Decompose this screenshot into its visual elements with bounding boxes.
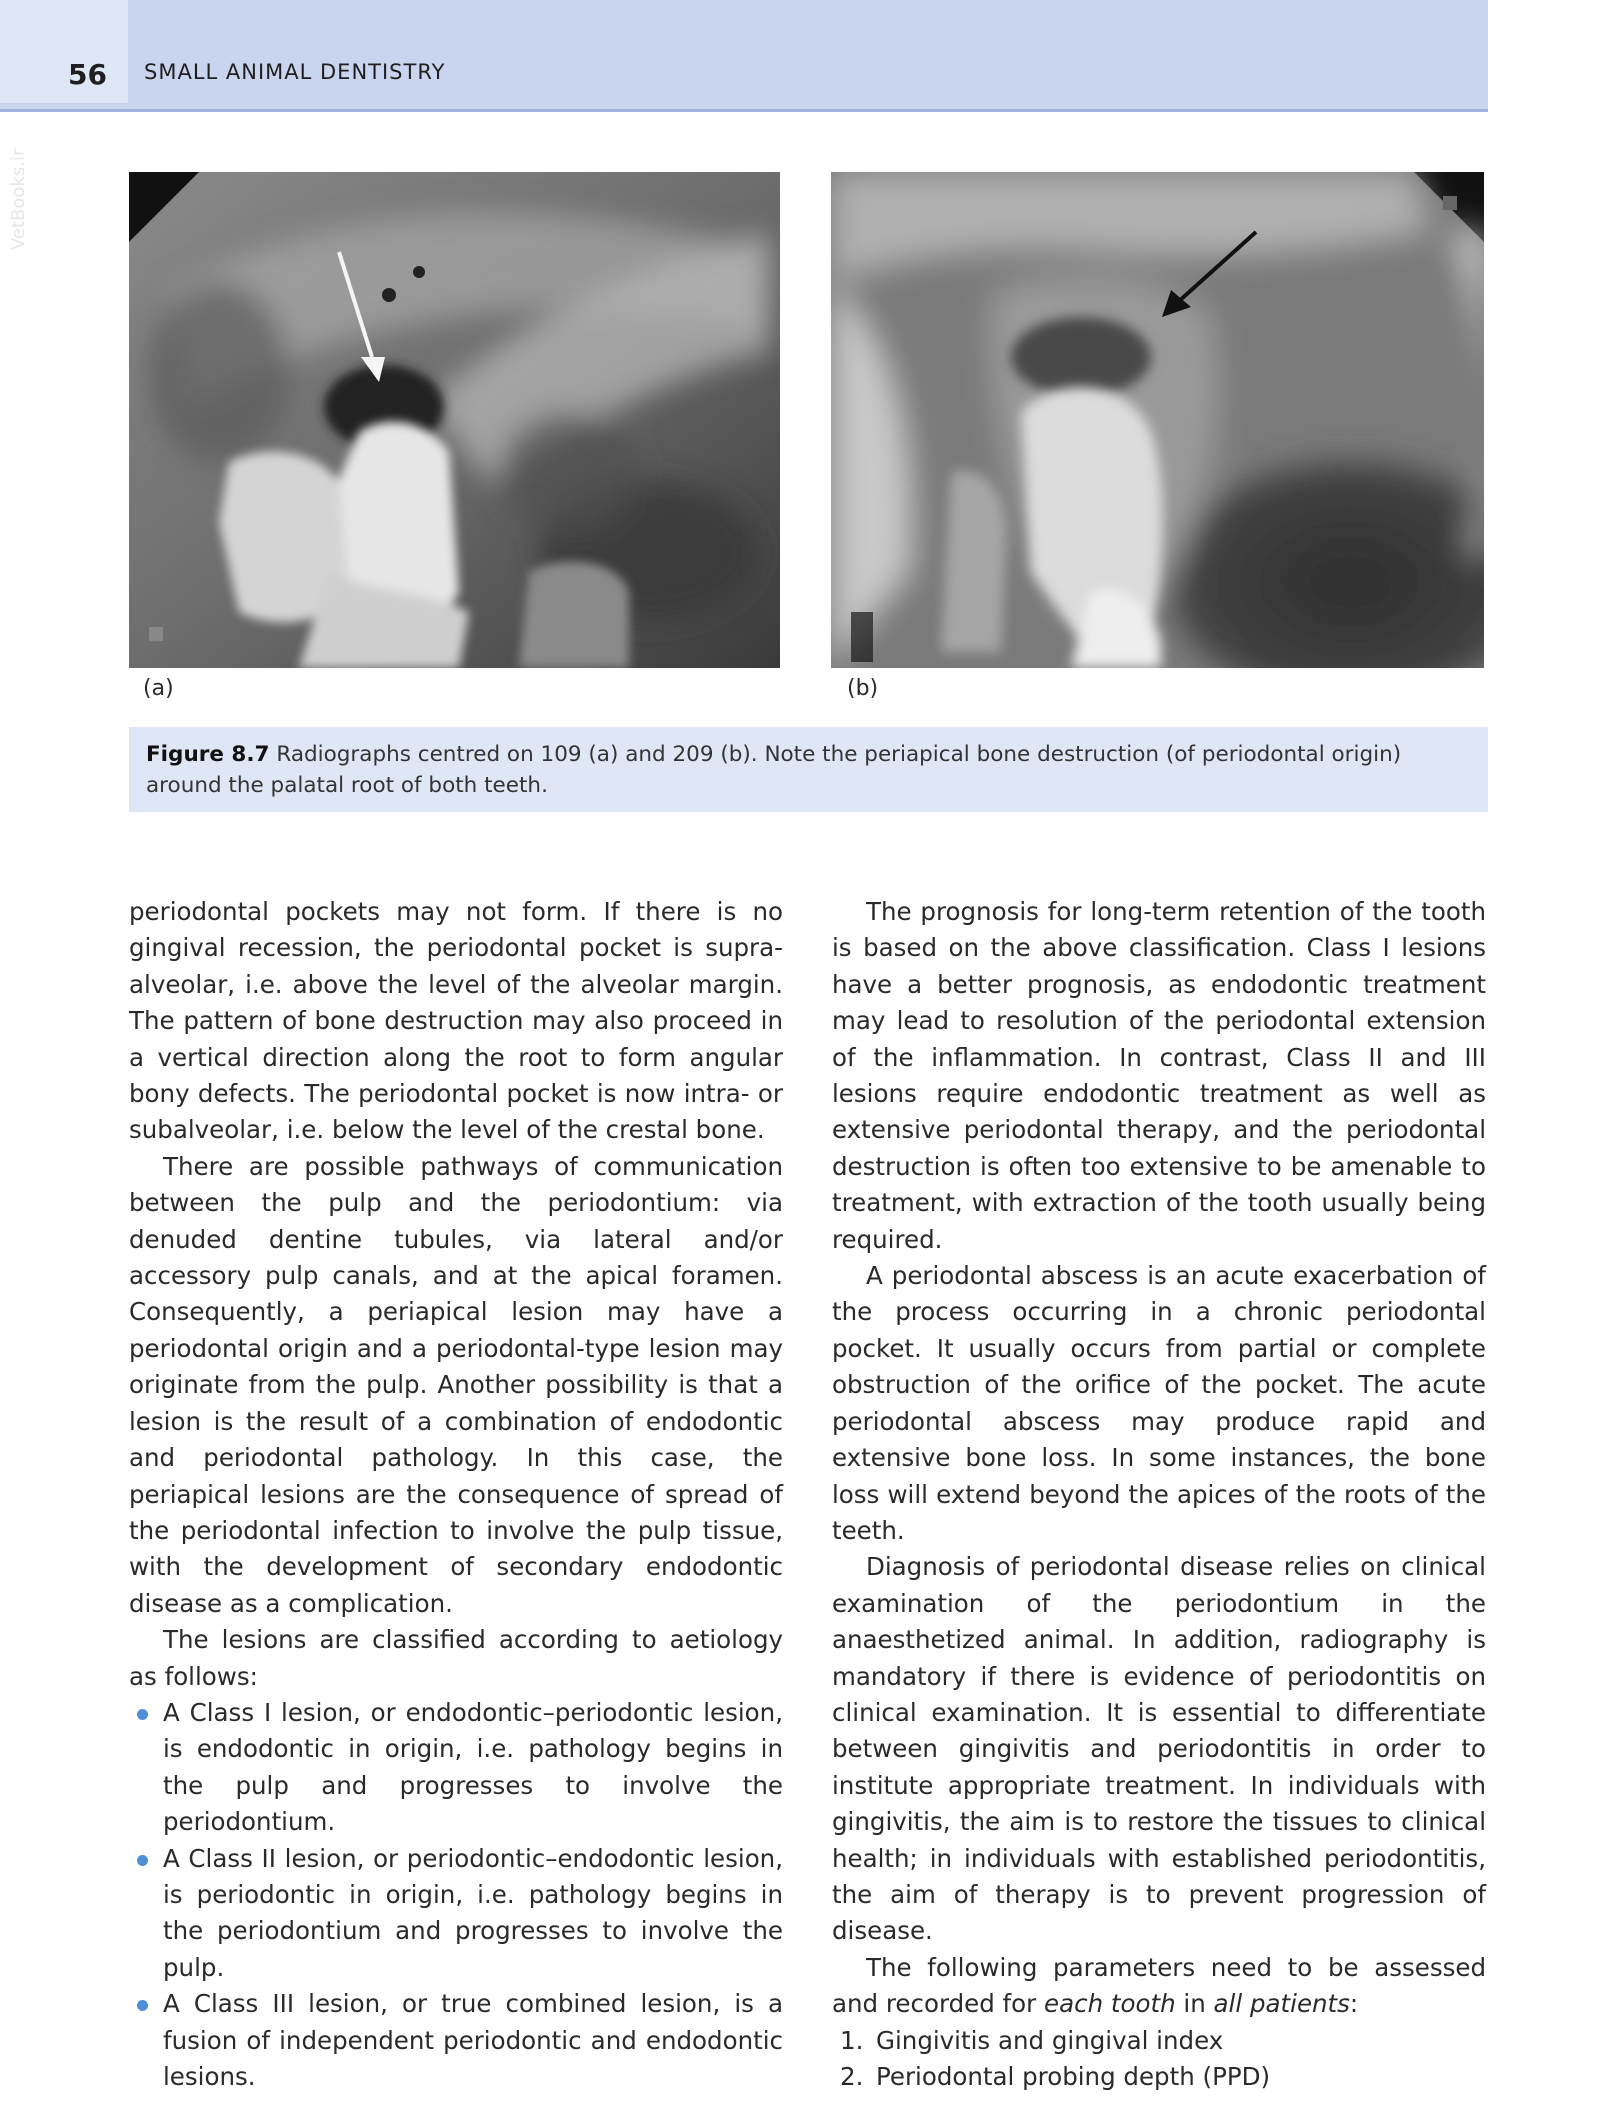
film-marker-b (1443, 196, 1457, 210)
p4-text-mid: in (1175, 1989, 1214, 2019)
lesion-class-list (129, 1695, 783, 2095)
page-number: 56 (68, 58, 107, 91)
right-paragraph-1: The prognosis for long-term retention of the tooth is based on the above classification. Class I lesions have a better prognosis, as endodontic treatment may lead to resolution of the periodontal extension of the inflammation. In contrast, Class II and III lesions require endodontic treatment as well as extensive periodontal therapy, and the periodontal destruction is often too extensive to be amenable to treatment, with extraction of the tooth usually being required. (832, 897, 1486, 1254)
left-column (129, 894, 783, 2095)
p4-emphasis-2: all patients (1213, 1989, 1350, 2019)
list-item (832, 2023, 1486, 2059)
right-column (832, 894, 1486, 2095)
p4-emphasis-1: each tooth (1044, 1989, 1176, 2019)
right-paragraph-4 (832, 1950, 1486, 2023)
running-header (0, 0, 1488, 112)
panel-label-a: (a) (143, 676, 174, 701)
panel-label-b: (b) (847, 676, 879, 701)
radiograph-a (129, 172, 780, 668)
running-head-title: SMALL ANIMAL DENTISTRY (144, 60, 446, 84)
list-item: A Class II lesion, or periodontic–endodontic lesion, is periodontic in origin, i.e. pathology begins in the periodontium and progresses to involve the pulp. (129, 1841, 783, 1987)
page-number-box (0, 0, 128, 103)
list-number: 2. (840, 2062, 864, 2091)
left-paragraph-2: There are possible pathways of communication between the pulp and the periodontium: via denuded dentine tubules, via lateral and/or accessory pulp canals, and at the apical foramen. Consequently, a periapical lesion may have a periodontal origin and a periodontal-type lesion may originate from the pulp. Another possibility is that a lesion is the result of a combination of endodontic and periodontal pathology. In this case, the periapical lesions are the consequence of spread of the periodontal infection to involve the pulp tissue, with the development of secondary endodontic disease as a complication. (129, 1151, 783, 1618)
list-text: Periodontal probing depth (PPD) (876, 2062, 1271, 2091)
figure-caption-box (129, 727, 1488, 812)
p4-text-start: The following parameters need to be assessed and recorded for (832, 1952, 1486, 2019)
p4-text-end: : (1349, 1989, 1359, 2019)
list-item (832, 2059, 1486, 2095)
list-item: A Class I lesion, or endodontic–periodontic lesion, is endodontic in origin, i.e. pathology begins in the pulp and progresses to involve the periodontium. (129, 1695, 783, 1841)
watermark: VetBooks.ir (8, 148, 29, 250)
left-paragraph-3: The lesions are classified according to aetiology as follows: (129, 1625, 783, 1691)
right-paragraph-3: Diagnosis of periodontal disease relies on clinical examination of the periodontium in the anaesthetized animal. In addition, radiography is mandatory if there is evidence of periodontitis on clinical examination. It is essential to differentiate between gingivitis and periodontitis in order to institute appropriate treatment. In individuals with gingivitis, the aim is to restore the tissues to clinical health; in individuals with established periodontitis, the aim of therapy is to prevent progression of disease. (832, 1552, 1486, 1946)
list-number: 1. (840, 2025, 864, 2055)
list-text: Gingivitis and gingival index (876, 2025, 1224, 2055)
film-marker-a (149, 627, 163, 641)
figure-caption (146, 739, 1476, 801)
parameter-list (832, 2023, 1486, 2096)
caption-label: Figure 8.7 (146, 742, 270, 767)
right-paragraph-2: A periodontal abscess is an acute exacerbation of the process occurring in a chronic periodontal pocket. It usually occurs from partial or complete obstruction of the orifice of the pocket. The acute periodontal abscess may produce rapid and extensive bone loss. In some instances, the bone loss will extend beyond the apices of the roots of the teeth. (832, 1261, 1486, 1545)
radiograph-b (831, 172, 1484, 668)
left-paragraph-1: periodontal pockets may not form. If there is no gingival recession, the periodontal pocket is supra-alveolar, i.e. above the level of the alveolar margin. The pattern of bone destruction may also proceed in a vertical direction along the root to form angular bony defects. The periodontal pocket is now intra- or subalveolar, i.e. below the level of the crestal bone. (129, 897, 783, 1145)
list-item: A Class III lesion, or true combined lesion, is a fusion of independent periodontic and endodontic lesions. (129, 1986, 783, 2095)
caption-text: Radiographs centred on 109 (a) and 209 (b). Note the periapical bone destruction (of periodontal origin) around the palatal root of both teeth. (146, 742, 1402, 798)
